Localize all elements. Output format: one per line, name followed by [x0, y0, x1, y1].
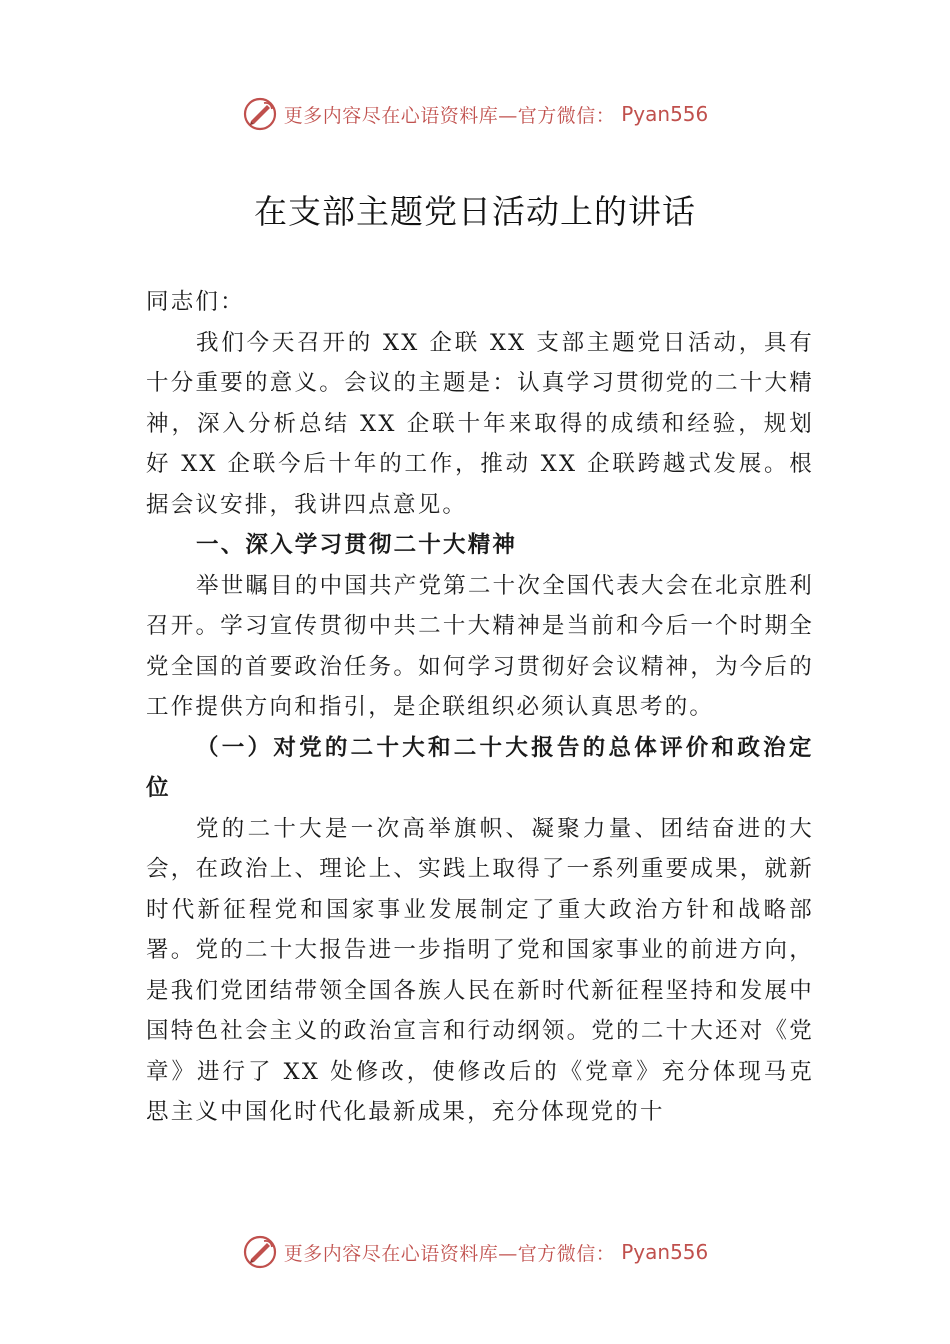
pen-logo-icon: [242, 96, 278, 132]
salutation: 同志们：: [146, 289, 245, 315]
section-paragraph: 举世瞩目的中国共产党第二十次全国代表大会在北京胜利召开。学习宣传贯彻中共二十大精神是当前和今后一个时期全党全国的首要政治任务。如何学习贯彻好会议精神，为今后的工作提供方向和指引，是企联组织必须认真思考的。: [146, 572, 814, 720]
section-heading: 一、深入学习贯彻二十大精神: [196, 532, 518, 558]
document-title: 在支部主题党日活动上的讲话: [254, 192, 696, 231]
subsection-heading: （一）对党的二十大和二十大报告的总体评价和政治定位: [146, 734, 814, 801]
watermark-text: 更多内容尽在心语资料库—官方微信：: [283, 1242, 616, 1265]
watermark-text: 更多内容尽在心语资料库—官方微信：: [283, 104, 616, 127]
pen-logo-icon: [242, 1234, 278, 1270]
document-body: [146, 282, 814, 1133]
header-watermark: [0, 96, 950, 132]
watermark-wechat-id: Pyan556: [621, 1240, 709, 1264]
intro-paragraph: 我们今天召开的 XX 企联 XX 支部主题党日活动，具有十分重要的意义。会议的主题是：认真学习贯彻党的二十大精神，深入分析总结 XX 企联十年来取得的成绩和经验，规划好 XX 企联今后十年的工作，推动 XX 企联跨越式发展。根据会议安排，我讲四点意见。: [146, 329, 814, 518]
footer-watermark: [0, 1234, 950, 1270]
subsection-paragraph: 党的二十大是一次高举旗帜、凝聚力量、团结奋进的大会，在政治上、理论上、实践上取得了一系列重要成果，就新时代新征程党和国家事业发展制定了重大政治方针和战略部署。党的二十大报告进一步指明了党和国家事业的前进方向，是我们党团结带领全国各族人民在新时代新征程坚持和发展中国特色社会主义的政治宣言和行动纲领。党的二十大还对《党章》进行了 XX 处修改，使修改后的《党章》充分体现马克思主义中国化时代化最新成果，充分体现党的十: [146, 815, 814, 1125]
watermark-wechat-id: Pyan556: [621, 102, 709, 126]
